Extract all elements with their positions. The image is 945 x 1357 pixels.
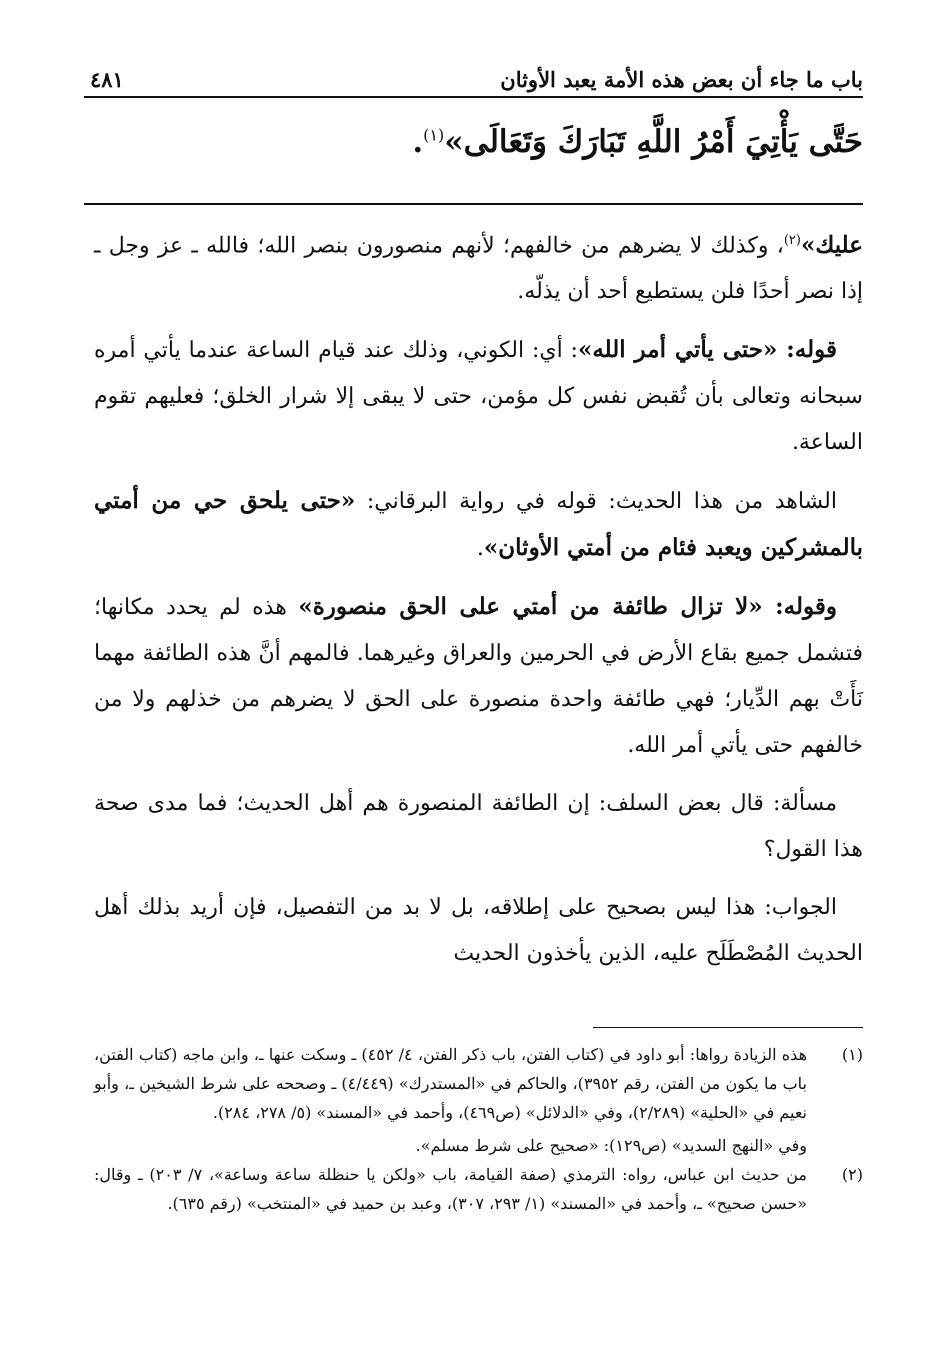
verse-divider	[84, 203, 863, 205]
paragraph-lead: عليك»	[800, 231, 863, 259]
paragraph-lead: قوله: «حتى يأتي أمر الله»	[577, 336, 837, 364]
verse-footnote-ref: (١)	[423, 125, 445, 145]
paragraph	[94, 478, 863, 572]
header-divider	[84, 96, 863, 98]
paragraph-suffix: .	[476, 536, 484, 562]
paragraph-text: : أي: الكوني، وذلك عند قيام الساعة عندما يأتي أمره سبحانه وتعالى بأن تُقبض نفس كل مؤمن، حتى لا يبقى إلا شرار الخلق؛ فعليهم تقوم الساعة.	[94, 338, 863, 456]
footnote	[94, 1160, 863, 1218]
footnote-text: من حديث ابن عباس، رواه: الترمذي (صفة القيامة، باب «ولكن يا حنظلة ساعة وساعة»، ٧/ ٢٠٣) ـ وقال: «حسن صحيح» ـ، وأحمد في «المسند» (١/ ٢٩٣، ٣٠٧)، وعبد بن حميد في «المنتخب» (رقم ٦٣٥).	[94, 1165, 807, 1213]
footnote-number: (١)	[841, 1045, 863, 1064]
chapter-title: باب ما جاء أن بعض هذه الأمة يعبد الأوثان	[500, 67, 863, 92]
running-header	[90, 56, 863, 92]
paragraph	[94, 781, 863, 873]
paragraph	[94, 218, 863, 315]
body-text	[94, 218, 863, 989]
footnote-number: (٢)	[841, 1165, 863, 1184]
paragraph-text: هذه لم يحدد مكانها؛ فتشمل جميع بقاع الأرض في الحرمين والعراق وغيرهما. فالمهم أنَّ هذه الطائفة مهما نَأَتْ بهم الدِّيار؛ فهي طائفة واحدة منصورة على الحق لا يضرهم من خذلهم ولا من خالفهم حتى يأتي أمر الله.	[94, 595, 863, 759]
paragraph	[94, 885, 863, 977]
paragraph	[94, 584, 863, 769]
paragraph-prefix: الشاهد من هذا الحديث: قوله في رواية البرقاني:	[355, 489, 837, 515]
paragraph-text: مسألة: قال بعض السلف: إن الطائفة المنصورة هم أهل الحديث؛ فما مدى صحة هذا القول؟	[94, 791, 863, 863]
footnote-extra: وفي «النهج السديد» (ص١٢٩): «صحيح على شرط مسلم».	[415, 1136, 807, 1155]
paragraph-bold-quote: «حتى يلحق حي من أمتي بالمشركين ويعبد فئام من أمتي الأوثان»	[94, 487, 863, 562]
footnote-ref: (٢)	[783, 233, 801, 248]
footnotes	[94, 1040, 863, 1222]
paragraph	[94, 327, 863, 466]
footnote-divider	[593, 1027, 863, 1028]
paragraph-lead: وقوله: «لا تزال طائفة من أمتي على الحق منصورة»	[298, 593, 837, 621]
footnote	[94, 1040, 863, 1127]
verse-text: حَتَّى يَأْتِيَ أَمْرُ اللَّهِ تَبَارَكَ وَتَعَالَى»	[444, 124, 863, 160]
verse-end: .	[412, 124, 424, 160]
footnote-text: هذه الزيادة رواها: أبو داود في (كتاب الفتن، باب ذكر الفتن، ٤/ ٤٥٢) ـ وسكت عنها ـ، وابن ماجه (كتاب الفتن، باب ما يكون من الفتن، رقم ٣٩٥٢)، والحاكم في «المستدرك» (٤/٤٤٩) ـ وصححه على شرط الشيخين ـ، وأبو نعيم في «الحلية» (٢/٢٨٩)، وفي «الدلائل» (ص٤٦٩)، وأحمد في «المسند» (٥/ ٢٧٨، ٢٨٤).	[94, 1045, 808, 1122]
page-number: ٤٨١	[90, 67, 124, 92]
paragraph-text: الجواب: هذا ليس بصحيح على إطلاقه، بل لا بد من التفصيل، فإن أريد بذلك أهل الحديث المُصْطَلَح عليه، الذين يأخذون الحديث	[94, 895, 863, 967]
quoted-verse	[84, 118, 863, 168]
paragraph-text: ، وكذلك لا يضرهم من خالفهم؛ لأنهم منصورون بنصر الله؛ فالله ـ عز وجل ـ إذا نصر أحدًا فلن يستطيع أحد أن يذلّه.	[94, 233, 863, 305]
